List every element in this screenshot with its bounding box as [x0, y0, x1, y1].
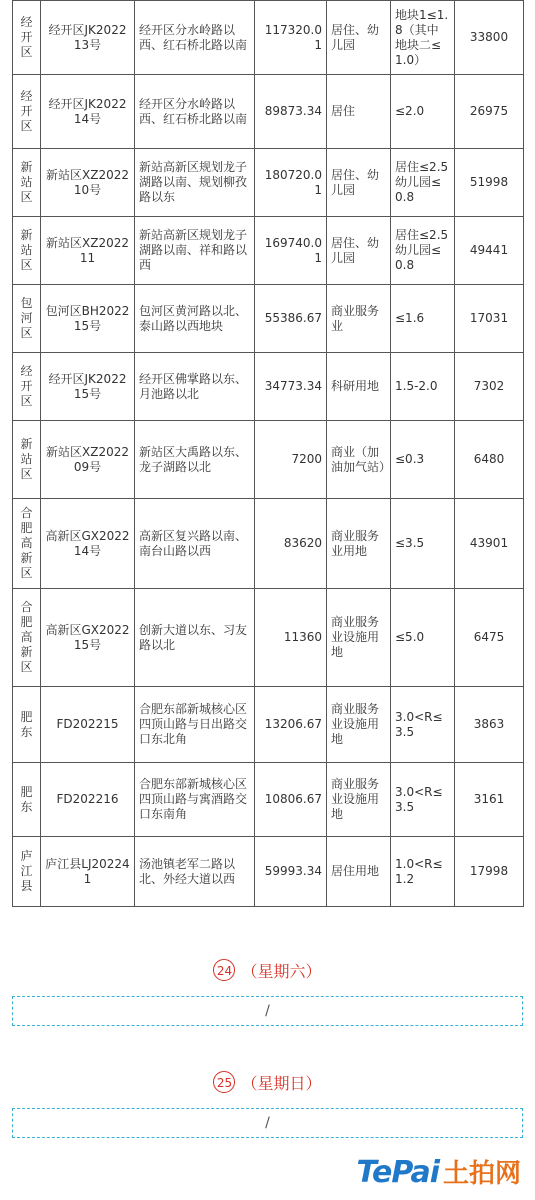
plot-ratio-cell: 3.0<R≤3.5 [391, 763, 455, 837]
area-cell: 55386.67 [255, 285, 327, 353]
area-cell: 89873.34 [255, 75, 327, 149]
table-row [13, 499, 524, 589]
day-content: / [265, 1003, 270, 1019]
area-cell: 10806.67 [255, 763, 327, 837]
day-section-25 [12, 1068, 523, 1138]
location-cell: 汤池镇老军二路以北、外经大道以西 [135, 837, 255, 907]
area-cell: 180720.01 [255, 149, 327, 217]
parcel-code-cell: 经开区JK202215号 [41, 353, 135, 421]
land-use-cell: 科研用地 [327, 353, 391, 421]
day-section-24 [12, 956, 523, 1026]
district-cell: 新站区 [13, 217, 41, 285]
day-content: / [265, 1115, 270, 1131]
location-cell: 新站高新区规划龙子湖路以南、规划柳孜路以东 [135, 149, 255, 217]
area-cell: 59993.34 [255, 837, 327, 907]
day-heading [12, 956, 523, 984]
area-cell: 13206.67 [255, 687, 327, 763]
table-row [13, 589, 524, 687]
day-content-box [12, 1108, 523, 1138]
price-cell: 3161 [455, 763, 524, 837]
price-cell: 43901 [455, 499, 524, 589]
land-auction-table [12, 0, 524, 907]
location-cell: 创新大道以东、习友路以北 [135, 589, 255, 687]
plot-ratio-cell: ≤3.5 [391, 499, 455, 589]
district-cell: 肥东 [13, 763, 41, 837]
district-cell: 经开区 [13, 1, 41, 75]
plot-ratio-cell: 居住≤2.5幼儿园≤0.8 [391, 149, 455, 217]
district-cell: 包河区 [13, 285, 41, 353]
land-use-cell: 商业服务业用地 [327, 499, 391, 589]
price-cell: 51998 [455, 149, 524, 217]
district-cell: 合肥高新区 [13, 499, 41, 589]
parcel-code-cell: 新站区XZ202210号 [41, 149, 135, 217]
price-cell: 49441 [455, 217, 524, 285]
land-use-cell: 商业服务业 [327, 285, 391, 353]
location-cell: 高新区复兴路以南、南台山路以西 [135, 499, 255, 589]
plot-ratio-cell: 1.5-2.0 [391, 353, 455, 421]
land-use-cell: 商业（加油加气站） [327, 421, 391, 499]
land-use-cell: 居住 [327, 75, 391, 149]
plot-ratio-cell: 1.0<R≤1.2 [391, 837, 455, 907]
area-cell: 11360 [255, 589, 327, 687]
price-cell: 17998 [455, 837, 524, 907]
parcel-code-cell: 高新区GX202214号 [41, 499, 135, 589]
day-weekday: （星期日） [241, 1073, 322, 1093]
district-cell: 经开区 [13, 353, 41, 421]
district-cell: 经开区 [13, 75, 41, 149]
table-body [13, 1, 524, 907]
area-cell: 83620 [255, 499, 327, 589]
plot-ratio-cell: 3.0<R≤3.5 [391, 687, 455, 763]
area-cell: 169740.01 [255, 217, 327, 285]
area-cell: 34773.34 [255, 353, 327, 421]
plot-ratio-cell: 居住≤2.5幼儿园≤0.8 [391, 217, 455, 285]
land-use-cell: 商业服务业设施用地 [327, 763, 391, 837]
table-row [13, 149, 524, 217]
plot-ratio-cell: ≤5.0 [391, 589, 455, 687]
price-cell: 6475 [455, 589, 524, 687]
price-cell: 33800 [455, 1, 524, 75]
district-cell: 新站区 [13, 149, 41, 217]
parcel-code-cell: FD202216 [41, 763, 135, 837]
plot-ratio-cell: 地块1≤1.8（其中地块二≤1.0） [391, 1, 455, 75]
location-cell: 经开区分水岭路以西、红石桥北路以南 [135, 75, 255, 149]
table-row [13, 285, 524, 353]
location-cell: 新站区大禹路以东、龙子湖路以北 [135, 421, 255, 499]
parcel-code-cell: 新站区XZ202209号 [41, 421, 135, 499]
location-cell: 经开区佛掌路以东、月池路以北 [135, 353, 255, 421]
price-cell: 7302 [455, 353, 524, 421]
brand-logo-latin: TePai [356, 1155, 439, 1190]
price-cell: 3863 [455, 687, 524, 763]
table-row [13, 763, 524, 837]
brand-logo [356, 1153, 521, 1190]
price-cell: 17031 [455, 285, 524, 353]
parcel-code-cell: 高新区GX202215号 [41, 589, 135, 687]
day-number-circle: 24 [213, 959, 235, 981]
price-cell: 6480 [455, 421, 524, 499]
land-use-cell: 居住用地 [327, 837, 391, 907]
parcel-code-cell: 庐江县LJ202241 [41, 837, 135, 907]
location-cell: 经开区分水岭路以西、红石桥北路以南 [135, 1, 255, 75]
table-row [13, 1, 524, 75]
day-content-box [12, 996, 523, 1026]
table-row [13, 837, 524, 907]
day-heading [12, 1068, 523, 1096]
land-use-cell: 商业服务业设施用地 [327, 687, 391, 763]
district-cell: 新站区 [13, 421, 41, 499]
land-use-cell: 居住、幼儿园 [327, 1, 391, 75]
table-row [13, 353, 524, 421]
land-use-cell: 居住、幼儿园 [327, 149, 391, 217]
location-cell: 合肥东部新城核心区四顶山路与日出路交口东北角 [135, 687, 255, 763]
plot-ratio-cell: ≤2.0 [391, 75, 455, 149]
day-weekday: （星期六） [241, 961, 322, 981]
table-row [13, 75, 524, 149]
district-cell: 合肥高新区 [13, 589, 41, 687]
district-cell: 肥东 [13, 687, 41, 763]
table-row [13, 217, 524, 285]
plot-ratio-cell: ≤0.3 [391, 421, 455, 499]
brand-logo-cn: 土拍网 [442, 1159, 521, 1189]
land-use-cell: 商业服务业设施用地 [327, 589, 391, 687]
table-row [13, 421, 524, 499]
land-use-cell: 居住、幼儿园 [327, 217, 391, 285]
location-cell: 包河区黄河路以北、泰山路以西地块 [135, 285, 255, 353]
parcel-code-cell: 新站区XZ202211 [41, 217, 135, 285]
district-cell: 庐江县 [13, 837, 41, 907]
parcel-code-cell: 经开区JK202213号 [41, 1, 135, 75]
price-cell: 26975 [455, 75, 524, 149]
area-cell: 117320.01 [255, 1, 327, 75]
location-cell: 合肥东部新城核心区四顶山路与寓酒路交口东南角 [135, 763, 255, 837]
plot-ratio-cell: ≤1.6 [391, 285, 455, 353]
table-row [13, 687, 524, 763]
parcel-code-cell: 包河区BH202215号 [41, 285, 135, 353]
area-cell: 7200 [255, 421, 327, 499]
parcel-code-cell: 经开区JK202214号 [41, 75, 135, 149]
day-number-circle: 25 [213, 1071, 235, 1093]
location-cell: 新站高新区规划龙子湖路以南、祥和路以西 [135, 217, 255, 285]
parcel-code-cell: FD202215 [41, 687, 135, 763]
